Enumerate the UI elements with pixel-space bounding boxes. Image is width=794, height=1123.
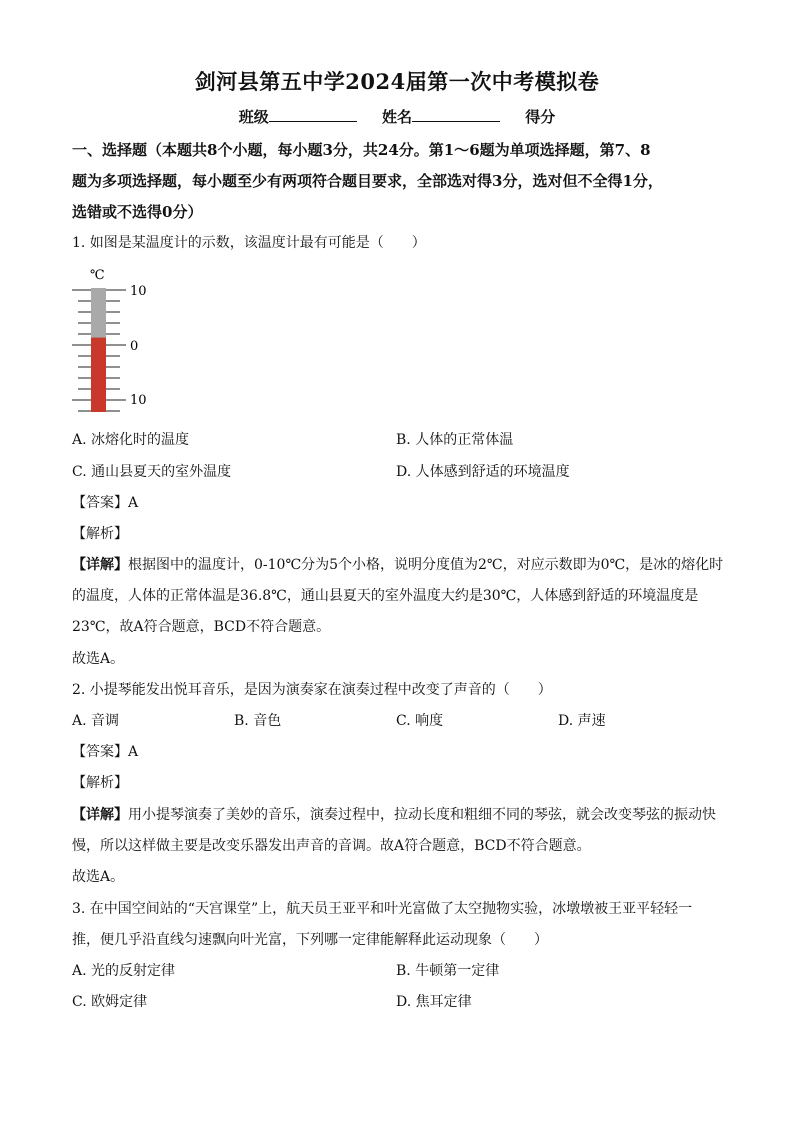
q2-stem: 2. 小提琴能发出悦耳音乐，是因为演奏家在演奏过程中改变了声音的（ ）: [72, 682, 552, 698]
q2-analysis-label: 【解析】: [72, 775, 128, 791]
q3-option-d[interactable]: D. 焦耳定律: [396, 994, 472, 1010]
q1-detail-line: [72, 555, 732, 575]
q1-answer: 【答案】A: [72, 495, 139, 511]
thermometer-unit: ℃: [90, 268, 105, 283]
q2-option-b[interactable]: B. 音色: [234, 713, 282, 729]
thermometer-label-top: 10: [130, 284, 147, 299]
q1-detail-tag: 【详解】: [72, 557, 128, 573]
q2-option-a[interactable]: A. 音调: [72, 713, 120, 729]
q2-detail-line: 慢，所以这样做主要是改变乐器发出声音的音调。故A符合题意，BCD不符合题意。: [72, 838, 591, 854]
thermometer-figure: [68, 262, 158, 418]
q2-option-c[interactable]: C. 响度: [396, 713, 444, 729]
q1-analysis-label: 【解析】: [72, 526, 128, 542]
exam-title: 剑河县第五中学2024届第一次中考模拟卷: [194, 69, 600, 94]
q1-stem: 1. 如图是某温度计的示数，该温度计最有可能是（ ）: [72, 235, 426, 251]
q3-stem-line: 3. 在中国空间站的“天宫课堂”上，航天员王亚平和叶光富做了太空抛物实验，冰墩墩被王亚平轻轻一: [72, 901, 693, 917]
q3-stem-line: 推，便几乎沿直线匀速飘向叶光富，下列哪一定律能解释此运动现象（ ）: [72, 932, 548, 948]
section-intro-line: 一、选择题（本题共8个小题，每小题3分，共24分。第1～6题为单项选择题，第7、8: [72, 141, 651, 159]
q1-option-b[interactable]: B. 人体的正常体温: [396, 432, 514, 448]
name-label: 姓名: [381, 108, 412, 126]
name-blank[interactable]: [412, 107, 500, 122]
thermometer-label-bottom: 10: [130, 393, 147, 408]
q2-detail-text: 用小提琴演奏了美妙的音乐，演奏过程中，拉动长度和粗细不同的琴弦，就会改变琴弦的振动快: [128, 807, 716, 823]
q1-option-a[interactable]: A. 冰熔化时的温度: [72, 432, 190, 448]
q1-option-c[interactable]: C. 通山县夏天的室外温度: [72, 464, 232, 480]
q1-option-d[interactable]: D. 人体感到舒适的环境温度: [396, 464, 570, 480]
q1-detail-line: 23℃，故A符合题意，BCD不符合题意。: [72, 619, 331, 635]
q3-option-b[interactable]: B. 牛顿第一定律: [396, 963, 500, 979]
q2-detail-tag: 【详解】: [72, 807, 128, 823]
section-intro-line: 选错或不选得0分）: [72, 203, 203, 221]
q2-detail-line: [72, 805, 732, 825]
q3-option-c[interactable]: C. 欧姆定律: [72, 994, 148, 1010]
class-blank[interactable]: [269, 107, 357, 122]
q2-answer: 【答案】A: [72, 744, 139, 760]
q3-option-a[interactable]: A. 光的反射定律: [72, 963, 176, 979]
section-intro-line: 题为多项选择题，每小题至少有两项符合题目要求，全部选对得3分，选对但不全得1分，: [72, 172, 663, 190]
thermometer-liquid: [91, 338, 106, 412]
q2-conclusion: 故选A。: [72, 869, 125, 885]
student-info-line: [0, 106, 794, 127]
class-label: 班级: [238, 108, 269, 126]
score-label: 得分: [525, 108, 556, 126]
q1-detail-text: 根据图中的温度计，0-10℃分为5个小格，说明分度值为2℃，对应示数即为0℃，是冰的熔化时: [128, 557, 724, 573]
thermometer-label-zero: 0: [130, 339, 139, 354]
q1-conclusion: 故选A。: [72, 651, 125, 667]
q1-detail-line: 的温度，人体的正常体温是36.8℃，通山县夏天的室外温度大约是30℃，人体感到舒适的环境温度是: [72, 588, 699, 604]
q2-option-d[interactable]: D. 声速: [558, 713, 606, 729]
